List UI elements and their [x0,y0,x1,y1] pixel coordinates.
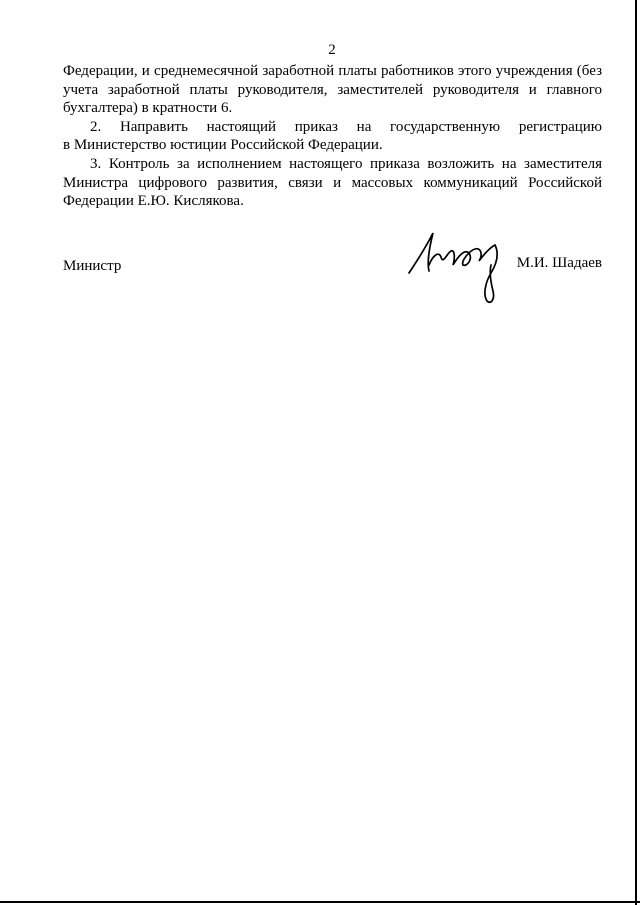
signer-name: М.И. Шадаев [516,255,602,271]
signature-block [63,225,602,305]
page-edge-bottom [0,901,640,903]
paragraph-control: 3. Контроль за исполнением настоящего приказа возложить на заместителя Министра цифрового развития, связи и массовых коммуникаций Российской Федерации Е.Ю. Кислякова. [63,155,602,210]
signer-position: Министр [63,258,122,274]
handwritten-signature [403,225,515,305]
document-body [63,62,602,211]
page-number: 2 [328,42,336,58]
paragraph-registration: 2. Направить настоящий приказ на государственную регистрацию [90,118,602,135]
page-edge-right [635,0,637,905]
paragraph-registration-continued: в Министерство юстиции Российской Федерации. [63,137,383,154]
paragraph-continuation: Федерации, и среднемесячной заработной платы работников этого учреждения (без учета заработной платы руководителя, заместителей руководителя и главного бухгалтера) в кратности 6. [63,63,602,117]
